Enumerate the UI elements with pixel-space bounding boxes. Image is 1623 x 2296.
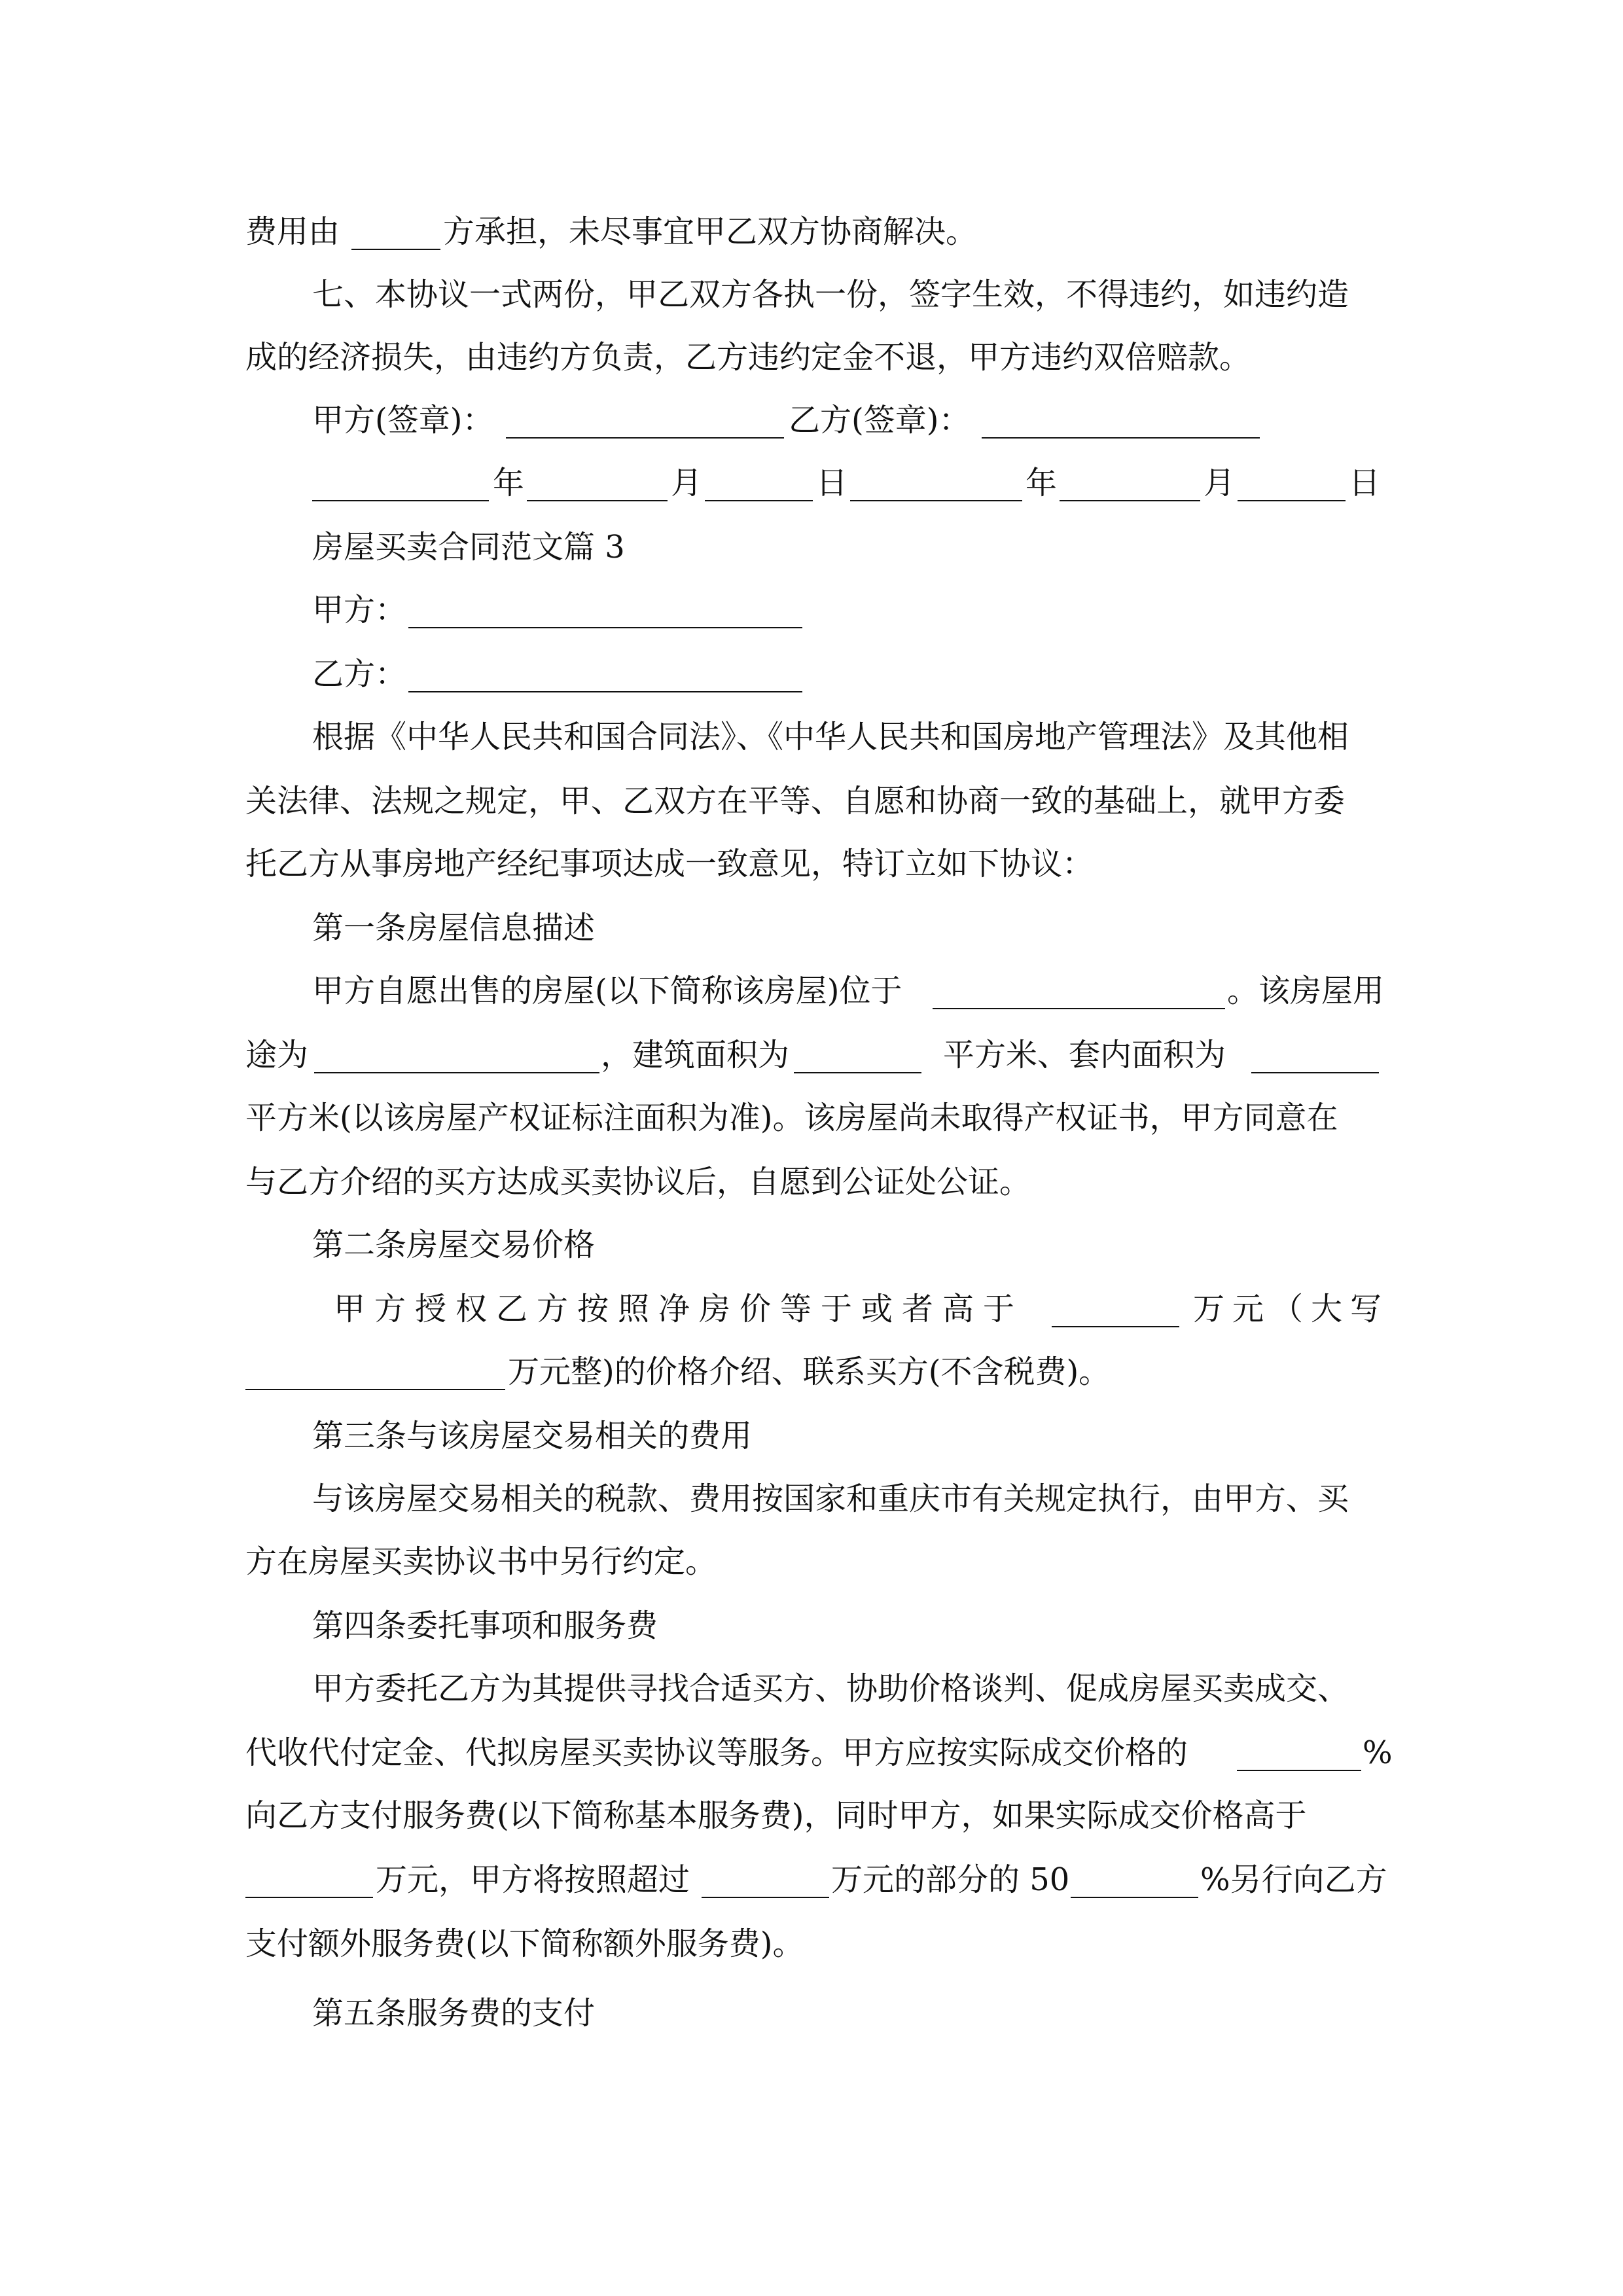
fill-blank: [351, 249, 440, 250]
fill-blank: [527, 500, 668, 501]
heading-text: 第二条房屋交易价格: [312, 1227, 596, 1263]
fill-blank: [850, 500, 1022, 501]
text-fragment: 平方米、套内面积为: [943, 1037, 1226, 1073]
text-fragment: %: [1363, 1734, 1393, 1771]
fill-blank: [312, 500, 489, 501]
paragraph-text: 与乙方介绍的买方达成买卖协议后，自愿到公证处公证。: [245, 1164, 1031, 1200]
month-label: 月: [671, 465, 703, 501]
text-fragment: 途为: [245, 1037, 309, 1073]
paragraph-text: 关法律、法规之规定，甲、乙双方在平等、自愿和协商一致的基础上，就甲方委: [245, 783, 1346, 819]
paragraph-text: 七、本协议一式两份，甲乙双方各执一份，签字生效，不得违约，如违约造: [312, 276, 1349, 313]
text-fragment: 万元的部分的 50: [831, 1861, 1070, 1898]
text-fragment: 万元（大写: [1193, 1291, 1390, 1327]
fill-blank: [1238, 500, 1346, 501]
fill-blank: [245, 1389, 505, 1390]
fill-blank: [794, 1072, 921, 1073]
paragraph-text: 方在房屋买卖协议书中另行约定。: [245, 1543, 717, 1580]
paragraph-text: 与该房屋交易相关的税款、费用按国家和重庆市有关规定执行，由甲方、买: [312, 1480, 1349, 1517]
year-label: 年: [1026, 465, 1058, 501]
month-label: 月: [1204, 465, 1236, 501]
text-fragment: 代收代付定金、代拟房屋买卖协议等服务。甲方应按实际成交价格的: [245, 1734, 1188, 1771]
signature-blank: [506, 437, 784, 439]
fill-blank: [1251, 1072, 1379, 1073]
fill-blank: [705, 500, 813, 501]
paragraph-text: 甲方委托乙方为其提供寻找合适买方、协助价格谈判、促成房屋买卖成交、: [312, 1670, 1349, 1707]
fill-blank: [702, 1897, 829, 1898]
paragraph-text: 根据《中华人民共和国合同法》、《中华人民共和国房地产管理法》及其他相: [312, 719, 1349, 755]
text-fragment: 甲方自愿出售的房屋(以下简称该房屋)位于: [312, 973, 902, 1009]
party-a-label: 甲方：: [312, 592, 407, 628]
paragraph-text: 向乙方支付服务费(以下简称基本服务费)，同时甲方，如果实际成交价格高于: [245, 1797, 1307, 1834]
text-fragment: 方承担，未尽事宜甲乙双方协商解决。: [443, 213, 978, 250]
text-fragment: 费用由: [245, 213, 340, 250]
text-fragment: 甲方授权乙方按照净房价等于或者高于: [334, 1291, 1024, 1327]
party-a-signature-label: 甲方(签章)：: [312, 402, 494, 439]
fill-blank: [1071, 1897, 1198, 1898]
fill-blank: [245, 1897, 373, 1898]
heading-text: 第四条委托事项和服务费: [312, 1607, 658, 1644]
heading-text: 房屋买卖合同范文篇 3: [312, 529, 625, 565]
fill-blank: [1060, 500, 1200, 501]
text-fragment: %另行向乙方: [1200, 1861, 1387, 1898]
paragraph-text: 托乙方从事房地产经纪事项达成一致意见，特订立如下协议：: [245, 846, 1094, 882]
fill-blank: [314, 1072, 599, 1073]
party-a-blank: [408, 627, 802, 628]
paragraph-text: 支付额外服务费(以下简称额外服务费)。: [245, 1926, 804, 1962]
fill-blank: [1052, 1326, 1179, 1327]
text-fragment: 万元整)的价格介绍、联系买方(不含税费)。: [508, 1354, 1111, 1390]
party-b-signature-label: 乙方(签章)：: [789, 402, 971, 439]
party-b-label: 乙方：: [312, 656, 407, 692]
day-label: 日: [816, 465, 848, 501]
fill-blank: [1237, 1770, 1361, 1771]
day-label: 日: [1349, 465, 1381, 501]
text-fragment: 万元，甲方将按照超过: [376, 1861, 690, 1898]
heading-text: 第一条房屋信息描述: [312, 910, 596, 946]
party-b-blank: [408, 691, 802, 692]
heading-text: 第三条与该房屋交易相关的费用: [312, 1418, 753, 1454]
text-fragment: 。该房屋用: [1227, 973, 1385, 1009]
year-label: 年: [493, 465, 525, 501]
signature-blank: [982, 437, 1260, 439]
fill-blank: [933, 1008, 1225, 1009]
heading-text: 第五条服务费的支付: [312, 1995, 596, 2032]
paragraph-text: 成的经济损失，由违约方负责，乙方违约定金不退，甲方违约双倍赔款。: [245, 339, 1251, 376]
text-fragment: ，建筑面积为: [601, 1037, 790, 1073]
paragraph-text: 平方米(以该房屋产权证标注面积为准)。该房屋尚未取得产权证书，甲方同意在: [245, 1100, 1338, 1136]
